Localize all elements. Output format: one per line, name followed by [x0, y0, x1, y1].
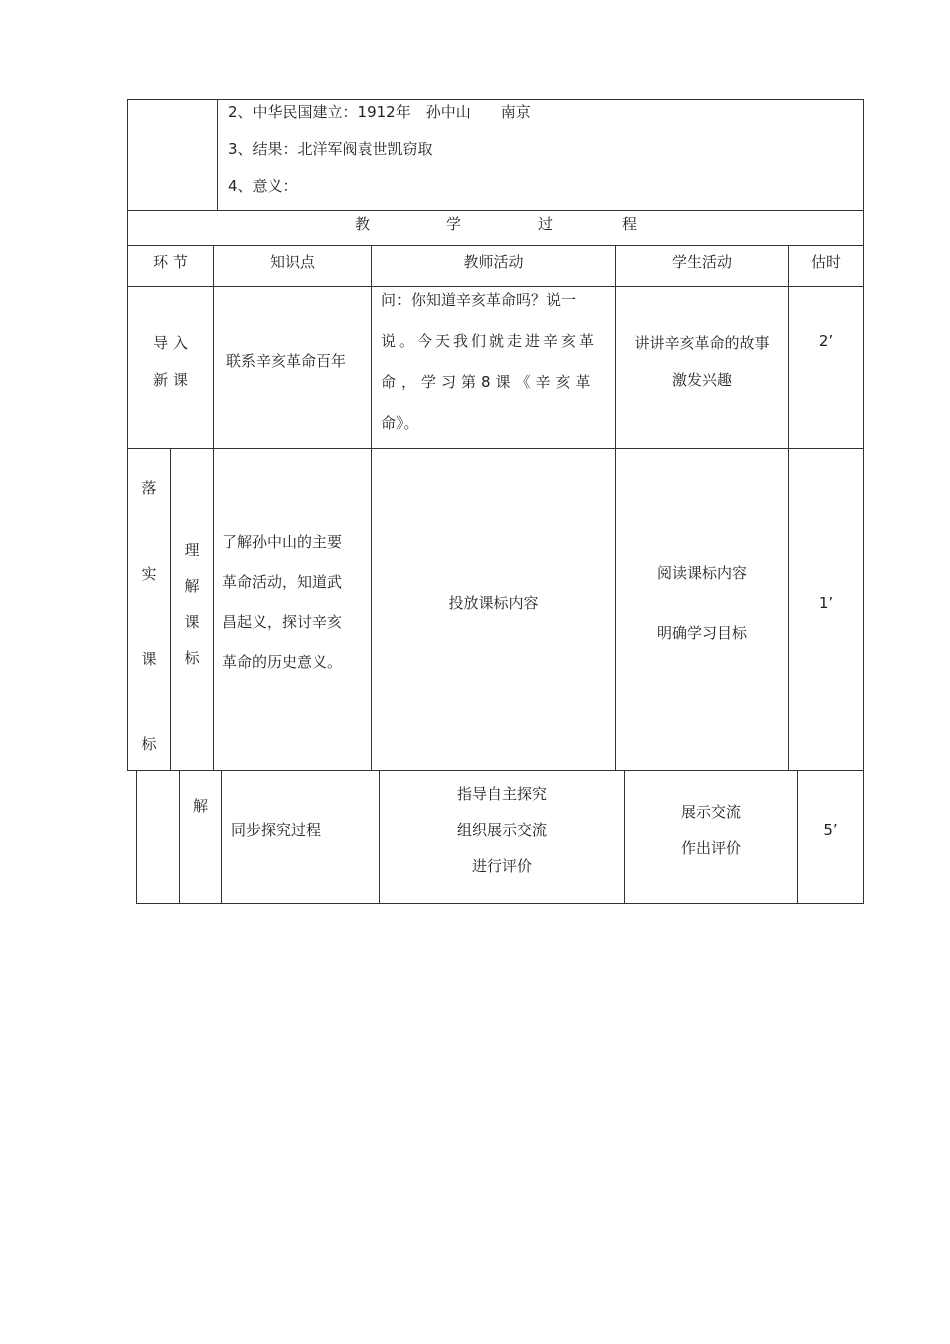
process-header-char-1: 教 [355, 215, 371, 233]
column-header-teacher: 教师活动 [463, 253, 524, 271]
column-header-student: 学生活动 [671, 253, 732, 271]
standard-sub-char-4: 标 [184, 649, 200, 667]
standard-time: 1’ [818, 594, 834, 612]
column-header-knowledge: 知识点 [269, 253, 315, 271]
standard-student-line-1: 阅读课标内容 [656, 564, 747, 582]
explore-student-line-1: 展示交流 [680, 803, 741, 821]
column-header-stage: 环 节 [153, 253, 188, 271]
standard-stage-char-4: 标 [141, 735, 157, 753]
standard-sub-char-3: 课 [184, 613, 200, 631]
standard-knowledge-line-2: 革命活动，知道武 [222, 573, 343, 591]
standard-teacher: 投放课标内容 [448, 594, 539, 612]
intro-teacher-line-4: 命》。 [381, 414, 419, 432]
intro-teacher-line-1: 问：你知道辛亥革命吗？说一 [381, 291, 577, 309]
explore-teacher-line-3: 进行评价 [471, 857, 532, 875]
standard-stage-char-2: 实 [141, 565, 157, 583]
intro-stage-line-2: 新 课 [153, 371, 188, 389]
explore-time: 5’ [823, 821, 838, 839]
process-header-char-2: 学 [446, 215, 462, 233]
standard-knowledge-line-3: 昌起义，探讨辛亥 [222, 613, 343, 631]
top-item-4: 4、意义： [228, 177, 298, 195]
explore-teacher-line-1: 指导自主探究 [456, 785, 547, 803]
top-item-2: 2、中华民国建立：1912年 孙中山 南京 [228, 103, 531, 121]
explore-sub: 解 [192, 797, 208, 815]
process-header-char-3: 过 [538, 215, 554, 233]
standard-student-line-2: 明确学习目标 [656, 624, 747, 642]
intro-teacher-line-3: 命，学习第8课《辛亥革 [381, 373, 596, 391]
intro-stage-line-1: 导 入 [153, 334, 188, 352]
standard-knowledge-line-4: 革命的历史意义。 [222, 653, 343, 671]
standard-sub-char-2: 解 [184, 577, 200, 595]
explore-student-line-2: 作出评价 [680, 839, 741, 857]
standard-sub-char-1: 理 [184, 541, 200, 559]
standard-knowledge-line-1: 了解孙中山的主要 [222, 533, 343, 551]
explore-teacher-line-2: 组织展示交流 [456, 821, 547, 839]
standard-stage-char-1: 落 [141, 479, 157, 497]
process-header-char-4: 程 [622, 215, 638, 233]
intro-student-line-1: 讲讲辛亥革命的故事 [634, 334, 770, 352]
intro-knowledge: 联系辛亥革命百年 [226, 352, 347, 370]
intro-time: 2’ [818, 332, 834, 350]
intro-teacher-line-2: 说。今天我们就走进辛亥革 [381, 332, 598, 350]
top-item-3: 3、结果：北洋军阀袁世凯窃取 [228, 140, 433, 158]
column-header-time: 估时 [810, 253, 841, 271]
explore-knowledge: 同步探究过程 [231, 821, 322, 839]
intro-student-line-2: 激发兴趣 [671, 371, 732, 389]
standard-stage-char-3: 课 [141, 650, 157, 668]
